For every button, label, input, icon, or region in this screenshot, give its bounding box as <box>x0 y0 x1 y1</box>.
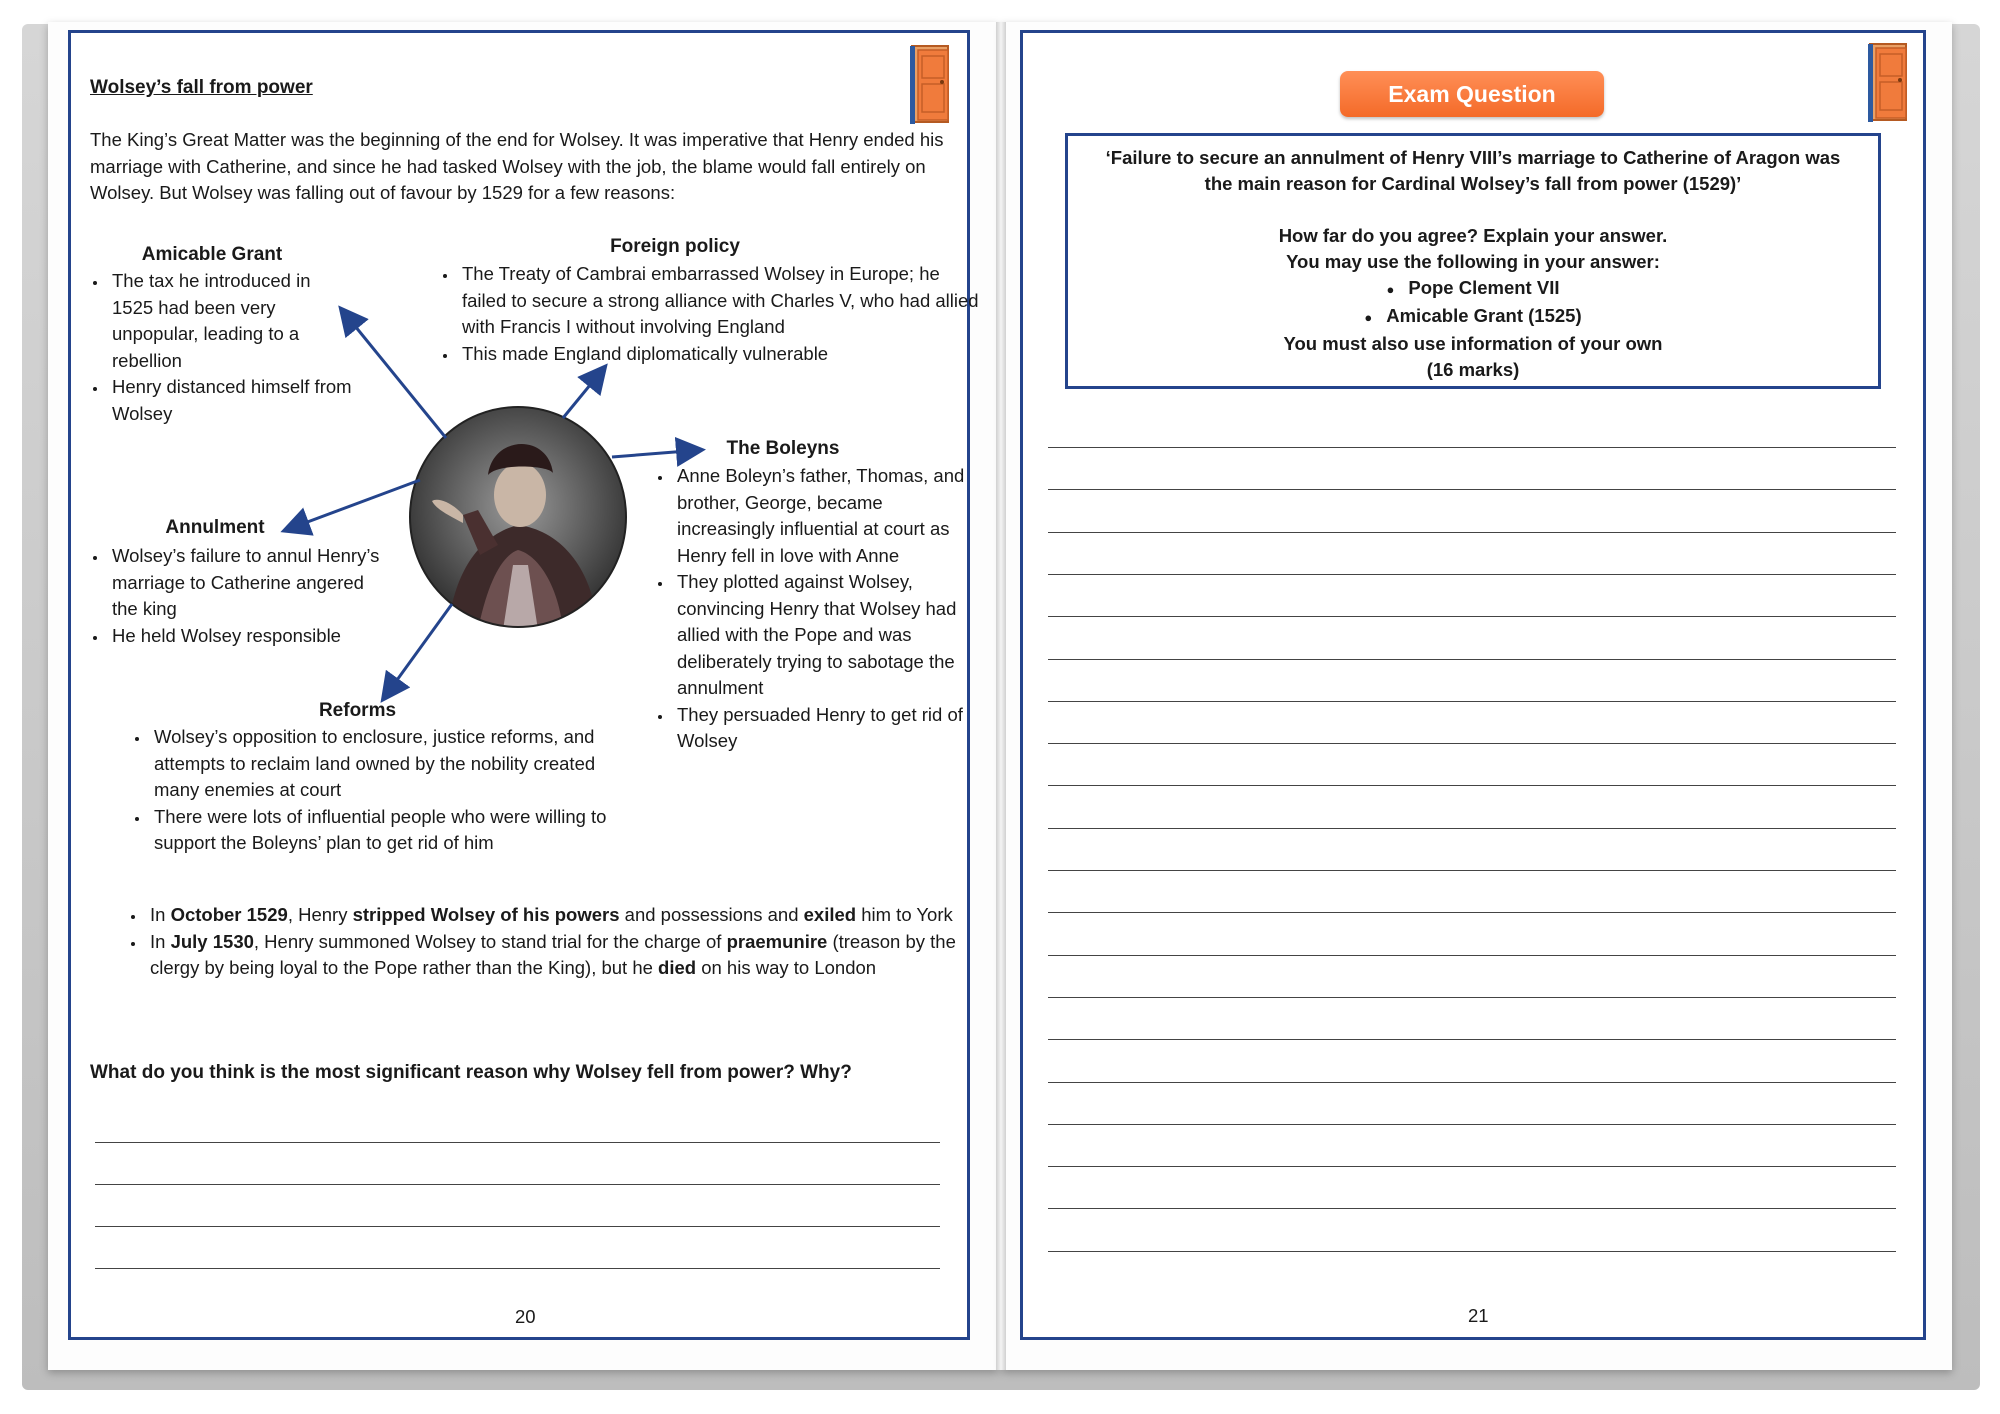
answer-line[interactable] <box>95 1184 940 1185</box>
answer-line[interactable] <box>1048 532 1896 533</box>
list-item: • There were lots of influential people who were willing to support the Boleyns’ plan to get rid of him <box>150 804 629 857</box>
annulment-heading: Annulment <box>165 517 265 538</box>
answer-line[interactable] <box>1048 1251 1896 1252</box>
list-item: • The Treaty of Cambrai embarrassed Wolsey in Europe; he failed to secure a strong alliance with Charles V, who had allied with Francis I without involving England <box>458 261 988 341</box>
exam-statement-line: the main reason for Cardinal Wolsey’s fall from power (1529)’ <box>1204 173 1742 194</box>
exam-hint: ● Amicable Grant (1525) <box>1364 305 1582 326</box>
answer-line[interactable] <box>1048 574 1896 575</box>
answer-line[interactable] <box>1048 955 1896 956</box>
door-exit-icon <box>1866 40 1916 124</box>
answer-line[interactable] <box>1048 1124 1896 1125</box>
answer-line[interactable] <box>1048 701 1896 702</box>
answer-line[interactable] <box>1048 828 1896 829</box>
answer-line[interactable] <box>95 1268 940 1269</box>
answer-line[interactable] <box>1048 997 1896 998</box>
answer-line[interactable] <box>1048 1208 1896 1209</box>
answer-line[interactable] <box>1048 870 1896 871</box>
answer-line[interactable] <box>95 1226 940 1227</box>
list-item: • Henry distanced himself from Wolsey <box>108 374 382 427</box>
answer-line[interactable] <box>1048 1166 1896 1167</box>
arrow-annulment <box>286 480 420 530</box>
answer-line[interactable] <box>1048 489 1896 490</box>
list-item: • He held Wolsey responsible <box>108 623 418 650</box>
list-item: • Wolsey’s opposition to enclosure, justice reforms, and attempts to reclaim land owned by the nobility created many enemies at court <box>150 724 624 804</box>
answer-line[interactable] <box>1048 616 1896 617</box>
answer-line[interactable] <box>1048 1039 1896 1040</box>
reforms-heading: Reforms <box>318 700 397 721</box>
arrow-amicable-grant <box>342 310 446 438</box>
arrow-reforms <box>384 604 452 698</box>
exam-prompt: You must also use information of your own <box>1283 333 1663 354</box>
answer-line[interactable] <box>1048 785 1896 786</box>
exam-prompt: How far do you agree? Explain your answer. <box>1278 225 1668 246</box>
exam-question-box <box>1065 133 1881 389</box>
outcome-list <box>118 902 982 982</box>
amicable-grant-heading: Amicable Grant <box>141 244 283 265</box>
list-item: • They persuaded Henry to get rid of Wolsey <box>673 702 983 755</box>
arrow-boleyns <box>612 450 700 457</box>
answer-line[interactable] <box>1048 659 1896 660</box>
answer-line[interactable] <box>1048 912 1896 913</box>
answer-line[interactable] <box>1048 743 1896 744</box>
reflection-question: What do you think is the most significant reason why Wolsey fell from power? Why? <box>90 1062 852 1083</box>
list-item: • In October 1529, Henry stripped Wolsey of his powers and possessions and exiled him to York <box>146 902 982 929</box>
section-title: Wolsey’s fall from power <box>90 77 313 98</box>
answer-line[interactable] <box>95 1142 940 1143</box>
foreign-policy-heading: Foreign policy <box>610 236 740 257</box>
exam-statement-line: ‘Failure to secure an annulment of Henry VIII’s marriage to Catherine of Aragon was <box>1105 147 1841 168</box>
arrow-foreign-policy <box>563 368 604 418</box>
exam-prompt: You may use the following in your answer: <box>1286 251 1660 272</box>
exam-marks: (16 marks) <box>1426 359 1520 380</box>
list-item: • In July 1530, Henry summoned Wolsey to stand trial for the charge of praemunire (treason by the clergy by being loyal to the Pope rather than the King), but he died on his way to London <box>146 929 982 982</box>
list-item: • This made England diplomatically vulnerable <box>458 341 988 368</box>
page-number: 20 <box>515 1306 536 1327</box>
list-item: • Anne Boleyn’s father, Thomas, and brother, George, became increasingly influential at court as Henry fell in love with Anne <box>673 463 983 569</box>
list-item: • Wolsey’s failure to annul Henry’s marriage to Catherine angered the king <box>108 543 382 623</box>
answer-line[interactable] <box>1048 1082 1896 1083</box>
list-item: • They plotted against Wolsey, convincing Henry that Wolsey had allied with the Pope and was deliberately trying to sabotage the annulment <box>673 569 983 702</box>
answer-line[interactable] <box>1048 447 1896 448</box>
intro-paragraph: The King’s Great Matter was the beginning of the end for Wolsey. It was imperative that Henry ended his marriage with Catherine, and since he had tasked Wolsey with the job, the blame would fall entirely on Wolsey. But Wolsey was falling out of favour by 1529 for a few reasons: <box>90 129 944 203</box>
list-item: • The tax he introduced in 1525 had been very unpopular, leading to a rebellion <box>108 268 322 374</box>
exam-hint: ● Pope Clement VII <box>1386 277 1560 298</box>
page-number: 21 <box>1468 1305 1489 1326</box>
exam-question-badge: Exam Question <box>1340 71 1604 117</box>
boleyns-heading: The Boleyns <box>726 438 840 459</box>
